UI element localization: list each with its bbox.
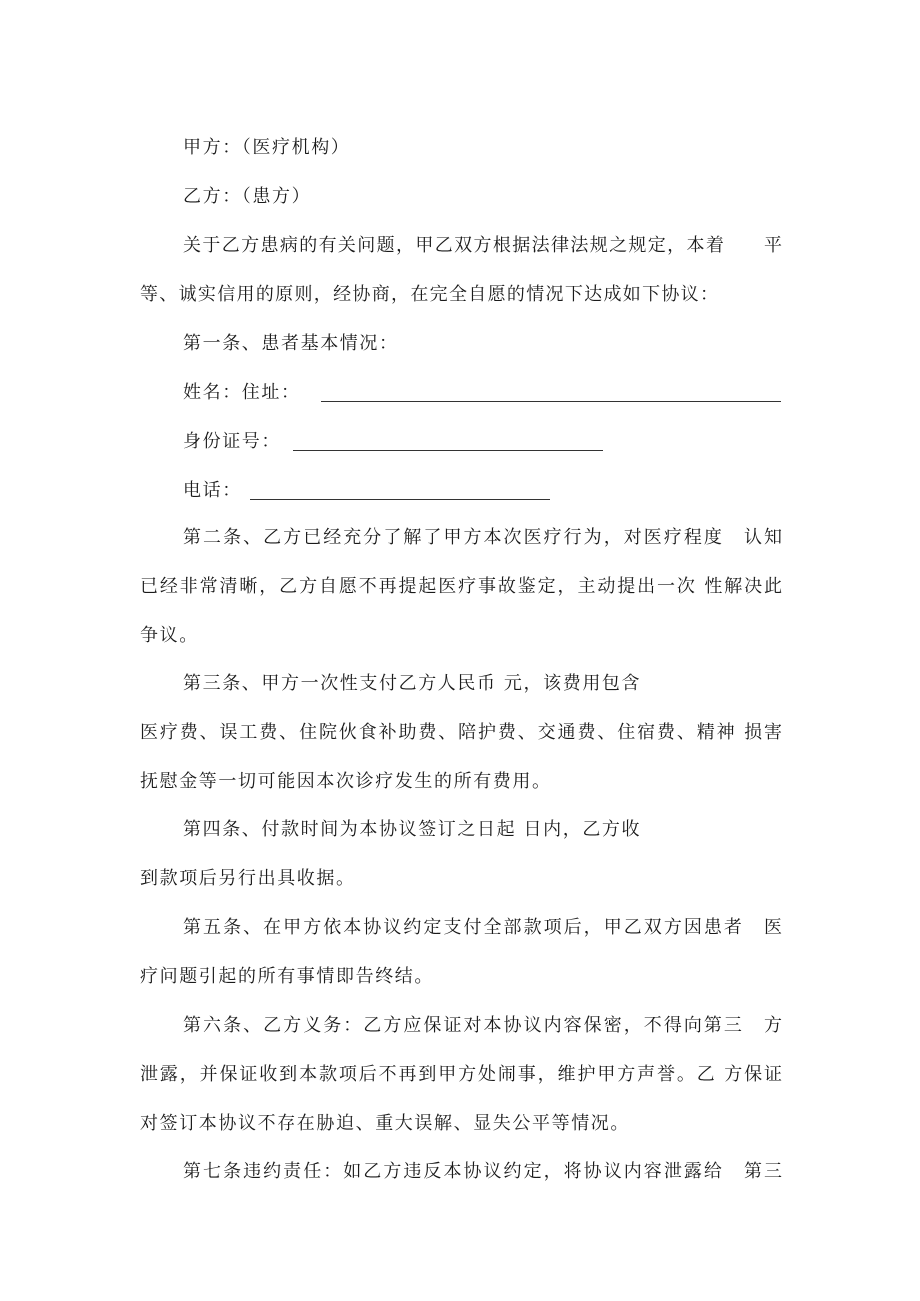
name-address-row bbox=[183, 381, 781, 405]
name-address-label: 姓名：住址： bbox=[183, 382, 301, 403]
phone-blank bbox=[250, 481, 550, 500]
article-3-line-2: 医疗费、误工费、住院伙食补助费、陪护费、交通费、住宿费、精神 损害 bbox=[140, 722, 782, 743]
article-6-line-2: 泄露，并保证收到本款项后不再到甲方处闹事，维护甲方声誉。乙 方保证 bbox=[140, 1064, 782, 1085]
party-a-line: 甲方：（医疗机构） bbox=[183, 137, 351, 158]
name-address-blank bbox=[321, 383, 781, 402]
article-6-line-3: 对签订本协议不存在胁迫、重大误解、显失公平等情况。 bbox=[140, 1113, 630, 1134]
article-2-line-3: 争议。 bbox=[140, 625, 199, 646]
intro-line-1: 关于乙方患病的有关问题，甲乙双方根据法律法规之规定，本着 平 bbox=[183, 235, 782, 256]
article-2-line-2: 已经非常清晰，乙方自愿不再提起医疗事故鉴定，主动提出一次 性解决此 bbox=[140, 576, 782, 597]
article-1-title: 第一条、患者基本情况： bbox=[183, 333, 399, 354]
id-number-label: 身份证号： bbox=[183, 431, 281, 452]
article-7-line-1: 第七条违约责任：如乙方违反本协议约定，将协议内容泄露给 第三 bbox=[183, 1161, 782, 1182]
id-number-blank bbox=[293, 432, 603, 451]
article-2-line-1: 第二条、乙方已经充分了解了甲方本次医疗行为，对医疗程度 认知 bbox=[183, 527, 782, 548]
article-4-line-2: 到款项后另行出具收据。 bbox=[140, 868, 356, 889]
article-3-line-3: 抚慰金等一切可能因本次诊疗发生的所有费用。 bbox=[140, 771, 552, 792]
phone-row bbox=[183, 479, 550, 503]
party-b-line: 乙方：（患方） bbox=[183, 186, 312, 207]
article-4-line-1: 第四条、付款时间为本协议签订之日起 日内，乙方收 bbox=[183, 819, 642, 840]
article-5-line-2: 疗问题引起的所有事情即告终结。 bbox=[140, 966, 434, 987]
article-3-line-1: 第三条、甲方一次性支付乙方人民币 元，该费用包含 bbox=[183, 673, 642, 694]
id-number-row bbox=[183, 430, 603, 454]
article-5-line-1: 第五条、在甲方依本协议约定支付全部款项后，甲乙双方因患者 医 bbox=[183, 917, 782, 938]
phone-label: 电话： bbox=[183, 480, 242, 501]
intro-line-2: 等、诚实信用的原则，经协商，在完全自愿的情况下达成如下协议： bbox=[140, 284, 718, 305]
article-6-line-1: 第六条、乙方义务：乙方应保证对本协议内容保密，不得向第三 方 bbox=[183, 1015, 782, 1036]
